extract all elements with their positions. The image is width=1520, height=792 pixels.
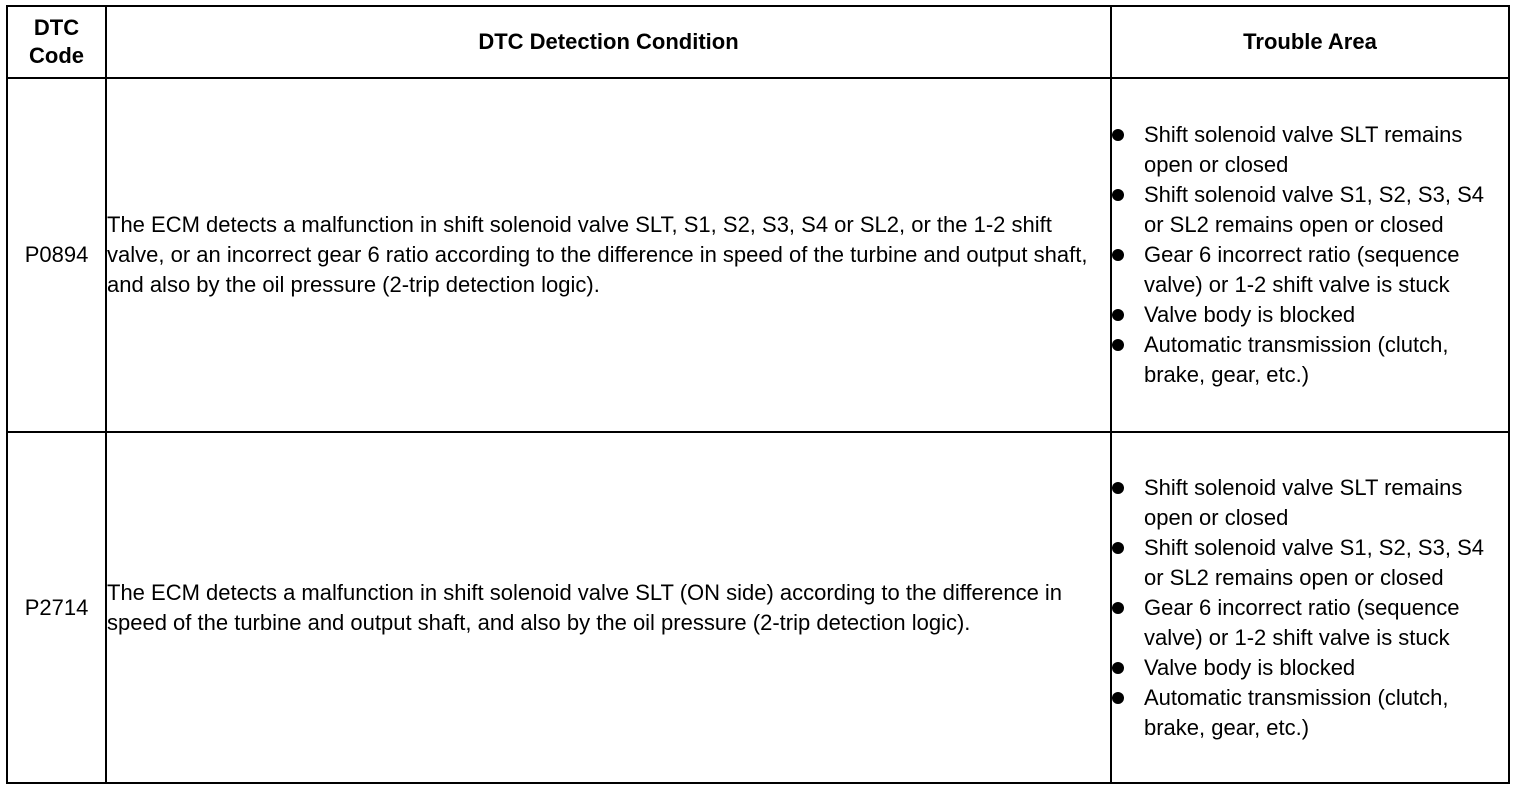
dtc-table	[6, 5, 1510, 784]
trouble-area-item	[1112, 240, 1508, 300]
trouble-area-text: Valve body is blocked	[1144, 302, 1356, 327]
dtc-table-container	[6, 5, 1510, 784]
trouble-area-item	[1112, 653, 1508, 683]
detection-condition-cell: The ECM detects a malfunction in shift solenoid valve SLT (ON side) according to the difference in speed of the turbine and output shaft, and also by the oil pressure (2-trip detection logic).	[106, 432, 1111, 783]
bullet-icon	[1112, 339, 1124, 351]
table-row	[7, 432, 1509, 783]
trouble-area-cell	[1111, 432, 1509, 783]
trouble-area-item	[1112, 533, 1508, 593]
header-dtc-code: DTC Code	[7, 6, 106, 78]
bullet-icon	[1112, 602, 1124, 614]
trouble-area-text: Automatic transmission (clutch, brake, gear, etc.)	[1144, 684, 1449, 740]
trouble-area-item	[1112, 180, 1508, 240]
bullet-icon	[1112, 542, 1124, 554]
table-row	[7, 78, 1509, 432]
header-detection-condition: DTC Detection Condition	[106, 6, 1111, 78]
trouble-area-text: Shift solenoid valve SLT remains open or closed	[1144, 122, 1463, 177]
trouble-area-text: Valve body is blocked	[1144, 654, 1356, 680]
trouble-area-list	[1112, 120, 1508, 390]
trouble-area-text: Gear 6 incorrect ratio (sequence valve) or 1-2 shift valve is stuck	[1144, 242, 1460, 297]
dtc-code-cell: P0894	[7, 78, 106, 432]
trouble-area-item	[1112, 593, 1508, 653]
dtc-code-cell: P2714	[7, 432, 106, 783]
trouble-area-text: Shift solenoid valve S1, S2, S3, S4 or SL2 remains open or closed	[1144, 534, 1484, 590]
header-row	[7, 6, 1509, 78]
header-trouble-area: Trouble Area	[1111, 6, 1509, 78]
trouble-area-list	[1112, 473, 1508, 743]
trouble-area-item	[1112, 683, 1508, 743]
trouble-area-item	[1112, 330, 1508, 390]
trouble-area-text: Automatic transmission (clutch, brake, gear, etc.)	[1144, 332, 1449, 387]
bullet-icon	[1112, 482, 1124, 494]
bullet-icon	[1112, 309, 1124, 321]
trouble-area-text: Shift solenoid valve S1, S2, S3, S4 or SL2 remains open or closed	[1144, 182, 1484, 237]
trouble-area-item	[1112, 300, 1508, 330]
bullet-icon	[1112, 129, 1124, 141]
trouble-area-item	[1112, 473, 1508, 533]
detection-condition-cell: The ECM detects a malfunction in shift solenoid valve SLT, S1, S2, S3, S4 or SL2, or the 1-2 shift valve, or an incorrect gear 6 ratio according to the difference in speed of the turbine and output shaft, and also by the oil pressure (2-trip detection logic).	[106, 78, 1111, 432]
trouble-area-text: Shift solenoid valve SLT remains open or closed	[1144, 474, 1463, 530]
trouble-area-cell	[1111, 78, 1509, 432]
bullet-icon	[1112, 249, 1124, 261]
bullet-icon	[1112, 189, 1124, 201]
trouble-area-text: Gear 6 incorrect ratio (sequence valve) or 1-2 shift valve is stuck	[1144, 594, 1460, 650]
bullet-icon	[1112, 662, 1124, 674]
bullet-icon	[1112, 692, 1124, 704]
trouble-area-item	[1112, 120, 1508, 180]
